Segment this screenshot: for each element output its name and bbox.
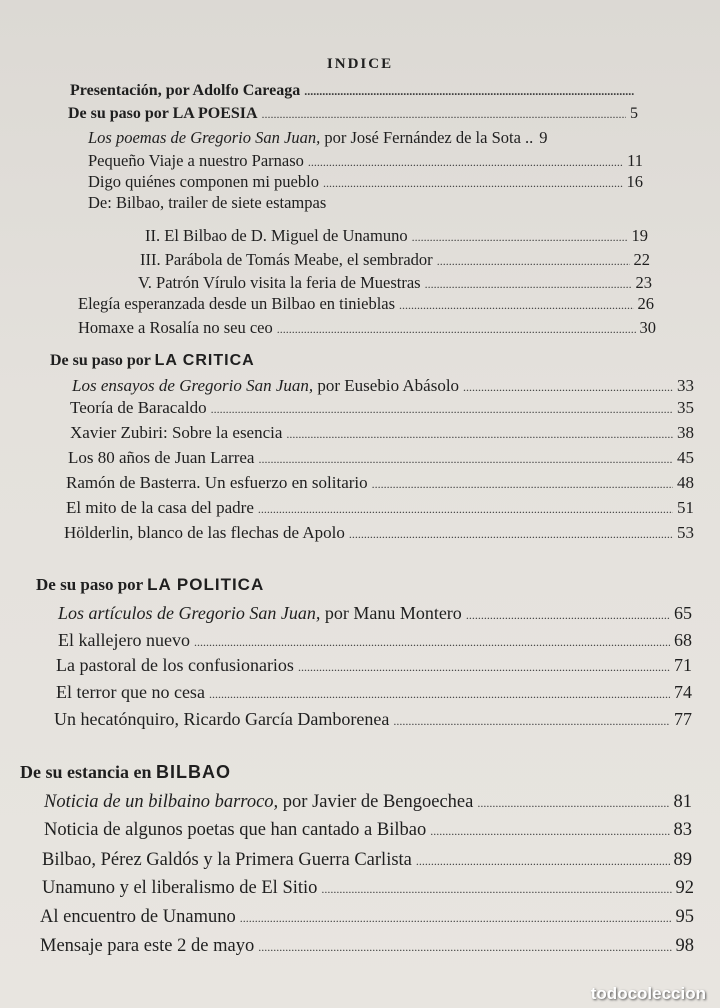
toc-entry [44, 820, 692, 841]
entry-page: 35 [677, 398, 694, 417]
toc-entry [78, 318, 656, 338]
toc-entry [40, 907, 694, 928]
entry-text: Unamuno y el liberalismo de El Sitio [42, 878, 318, 898]
entry-page: 23 [635, 273, 652, 292]
entry-text: Los artículos de Gregorio San Juan, por Manu Montero [58, 603, 462, 623]
toc-entry [42, 850, 692, 871]
entry-page: 11 [627, 151, 643, 170]
entry-text: Noticia de algunos poetas que han cantado a Bilbao [44, 820, 427, 840]
section-heading-politica: De su paso por LA POLITICA [36, 575, 265, 594]
entry-page: 22 [633, 250, 650, 269]
dot-leader [277, 322, 636, 337]
entry-text: Elegía esperanzada desde un Bilbao en tinieblas [78, 294, 396, 313]
entry-text: La pastoral de los confusionarios [56, 655, 294, 675]
toc-entry [56, 682, 692, 703]
dot-leader [262, 107, 626, 122]
entry-page: 16 [626, 172, 643, 191]
section-heading-critica: De su paso por LA CRITICA [50, 352, 255, 369]
toc-entry [44, 792, 692, 813]
entry-page: 26 [637, 294, 654, 313]
dot-leader [425, 277, 632, 292]
dot-leader [416, 854, 670, 869]
dot-leader [308, 155, 623, 170]
toc-entry [56, 655, 692, 676]
dot-leader [194, 635, 670, 650]
entry-text: Homaxe a Rosalía no seu ceo [78, 318, 273, 337]
toc-entry [72, 376, 694, 396]
entry-page: 68 [674, 630, 692, 650]
toc-entry [70, 423, 694, 443]
toc-entry [58, 630, 692, 651]
toc-entry [88, 151, 643, 171]
dot-leader [463, 380, 673, 395]
entry-page: 5 [630, 105, 638, 122]
watermark-logo: todocoleccion [590, 984, 706, 1003]
toc-entry [58, 603, 692, 624]
dot-leader [477, 796, 669, 811]
entry-text: De: Bilbao, trailer de siete estampas [88, 193, 327, 212]
entry-page: 89 [673, 850, 692, 870]
toc-entry [78, 294, 654, 314]
toc-entry [88, 193, 643, 213]
toc-entry [138, 273, 652, 293]
entry-page: 81 [673, 792, 692, 812]
entry-text: II. El Bilbao de D. Miguel de Unamuno [145, 226, 408, 245]
entry-page: 9 [539, 128, 548, 147]
entry-text: Un hecatónquiro, Ricardo García Damborenea [54, 709, 390, 729]
toc-entry [64, 523, 694, 543]
dot-leader [258, 452, 673, 467]
dot-leader [286, 427, 673, 442]
entry-page: 53 [677, 523, 694, 542]
entry-text: Digo quiénes componen mi pueblo [88, 172, 319, 191]
dot-leader [211, 402, 673, 417]
dot-leader [437, 254, 630, 269]
entry-text: Hölderlin, blanco de las flechas de Apolo [64, 523, 345, 542]
entry-page: 95 [675, 907, 694, 927]
entry-text: Mensaje para este 2 de mayo [40, 936, 255, 956]
dot-leader [349, 527, 673, 542]
entry-text: El mito de la casa del padre [66, 498, 254, 517]
toc-entry [140, 250, 650, 270]
entry-text: Los poemas de Gregorio San Juan, por José Fernández de la Sota .. [88, 128, 534, 147]
toc-entry [66, 498, 694, 518]
dot-leader [412, 230, 628, 245]
entry-page: 30 [639, 318, 656, 337]
entry-text: El kallejero nuevo [58, 630, 190, 650]
dot-leader [240, 911, 672, 926]
dot-leader [393, 714, 670, 729]
toc-entry [88, 128, 643, 148]
section-heading-bilbao: De su estancia en BILBAO [20, 762, 231, 782]
toc-entry [68, 448, 694, 468]
dot-leader [372, 477, 673, 492]
entry-page: 51 [677, 498, 694, 517]
toc-entry [54, 709, 692, 730]
entry-page: 71 [674, 655, 692, 675]
toc-entry [42, 878, 694, 899]
entry-page: 33 [677, 376, 694, 395]
entry-page: 98 [675, 936, 694, 956]
toc-entry [145, 226, 648, 246]
dot-leader [399, 298, 633, 313]
dot-leader [323, 176, 623, 191]
toc-entry [88, 172, 643, 192]
presentacion-entry [70, 82, 638, 100]
dot-leader [430, 824, 669, 839]
entry-text: El terror que no cesa [56, 682, 205, 702]
entry-text: Noticia de un bilbaino barroco, por Javier de Bengoechea [44, 792, 474, 812]
dot-leader [298, 660, 670, 675]
dot-leader [258, 502, 673, 517]
entry-text: Pequeño Viaje a nuestro Parnaso [88, 151, 304, 170]
entry-page: 45 [677, 448, 694, 467]
toc-entry [66, 473, 694, 493]
toc-entry [70, 398, 694, 418]
dot-leader [304, 84, 634, 99]
entry-page: 19 [631, 226, 648, 245]
entry-text: Al encuentro de Unamuno [40, 907, 236, 927]
entry-text: Teoría de Baracaldo [70, 398, 207, 417]
toc-entry [40, 936, 694, 957]
entry-page: 74 [674, 682, 692, 702]
dot-leader [258, 940, 671, 955]
dot-leader [466, 608, 670, 623]
entry-text: V. Patrón Vírulo visita la feria de Muestras [138, 273, 421, 292]
entry-text: III. Parábola de Tomás Meabe, el sembrador [140, 250, 433, 269]
dot-leader [321, 882, 671, 897]
section-prefix: De su paso por LA POESIA [68, 105, 258, 122]
entry-page: 83 [673, 820, 692, 840]
entry-text: Los ensayos de Gregorio San Juan, por Eusebio Abásolo [72, 376, 460, 395]
entry-text: Presentación, por Adolfo Careaga [70, 82, 301, 99]
entry-text: Ramón de Basterra. Un esfuerzo en solitario [66, 473, 368, 492]
entry-text: Los 80 años de Juan Larrea [68, 448, 255, 467]
entry-page: 38 [677, 423, 694, 442]
page-title: INDICE [326, 56, 394, 72]
entry-page: 65 [674, 603, 692, 623]
dot-leader [209, 687, 670, 702]
entry-page: 48 [677, 473, 694, 492]
entry-text: Bilbao, Pérez Galdós y la Primera Guerra Carlista [42, 850, 412, 870]
entry-text: Xavier Zubiri: Sobre la esencia [70, 423, 283, 442]
entry-page: 92 [675, 878, 694, 898]
section-heading-poesia [68, 105, 638, 123]
entry-page: 77 [674, 709, 692, 729]
